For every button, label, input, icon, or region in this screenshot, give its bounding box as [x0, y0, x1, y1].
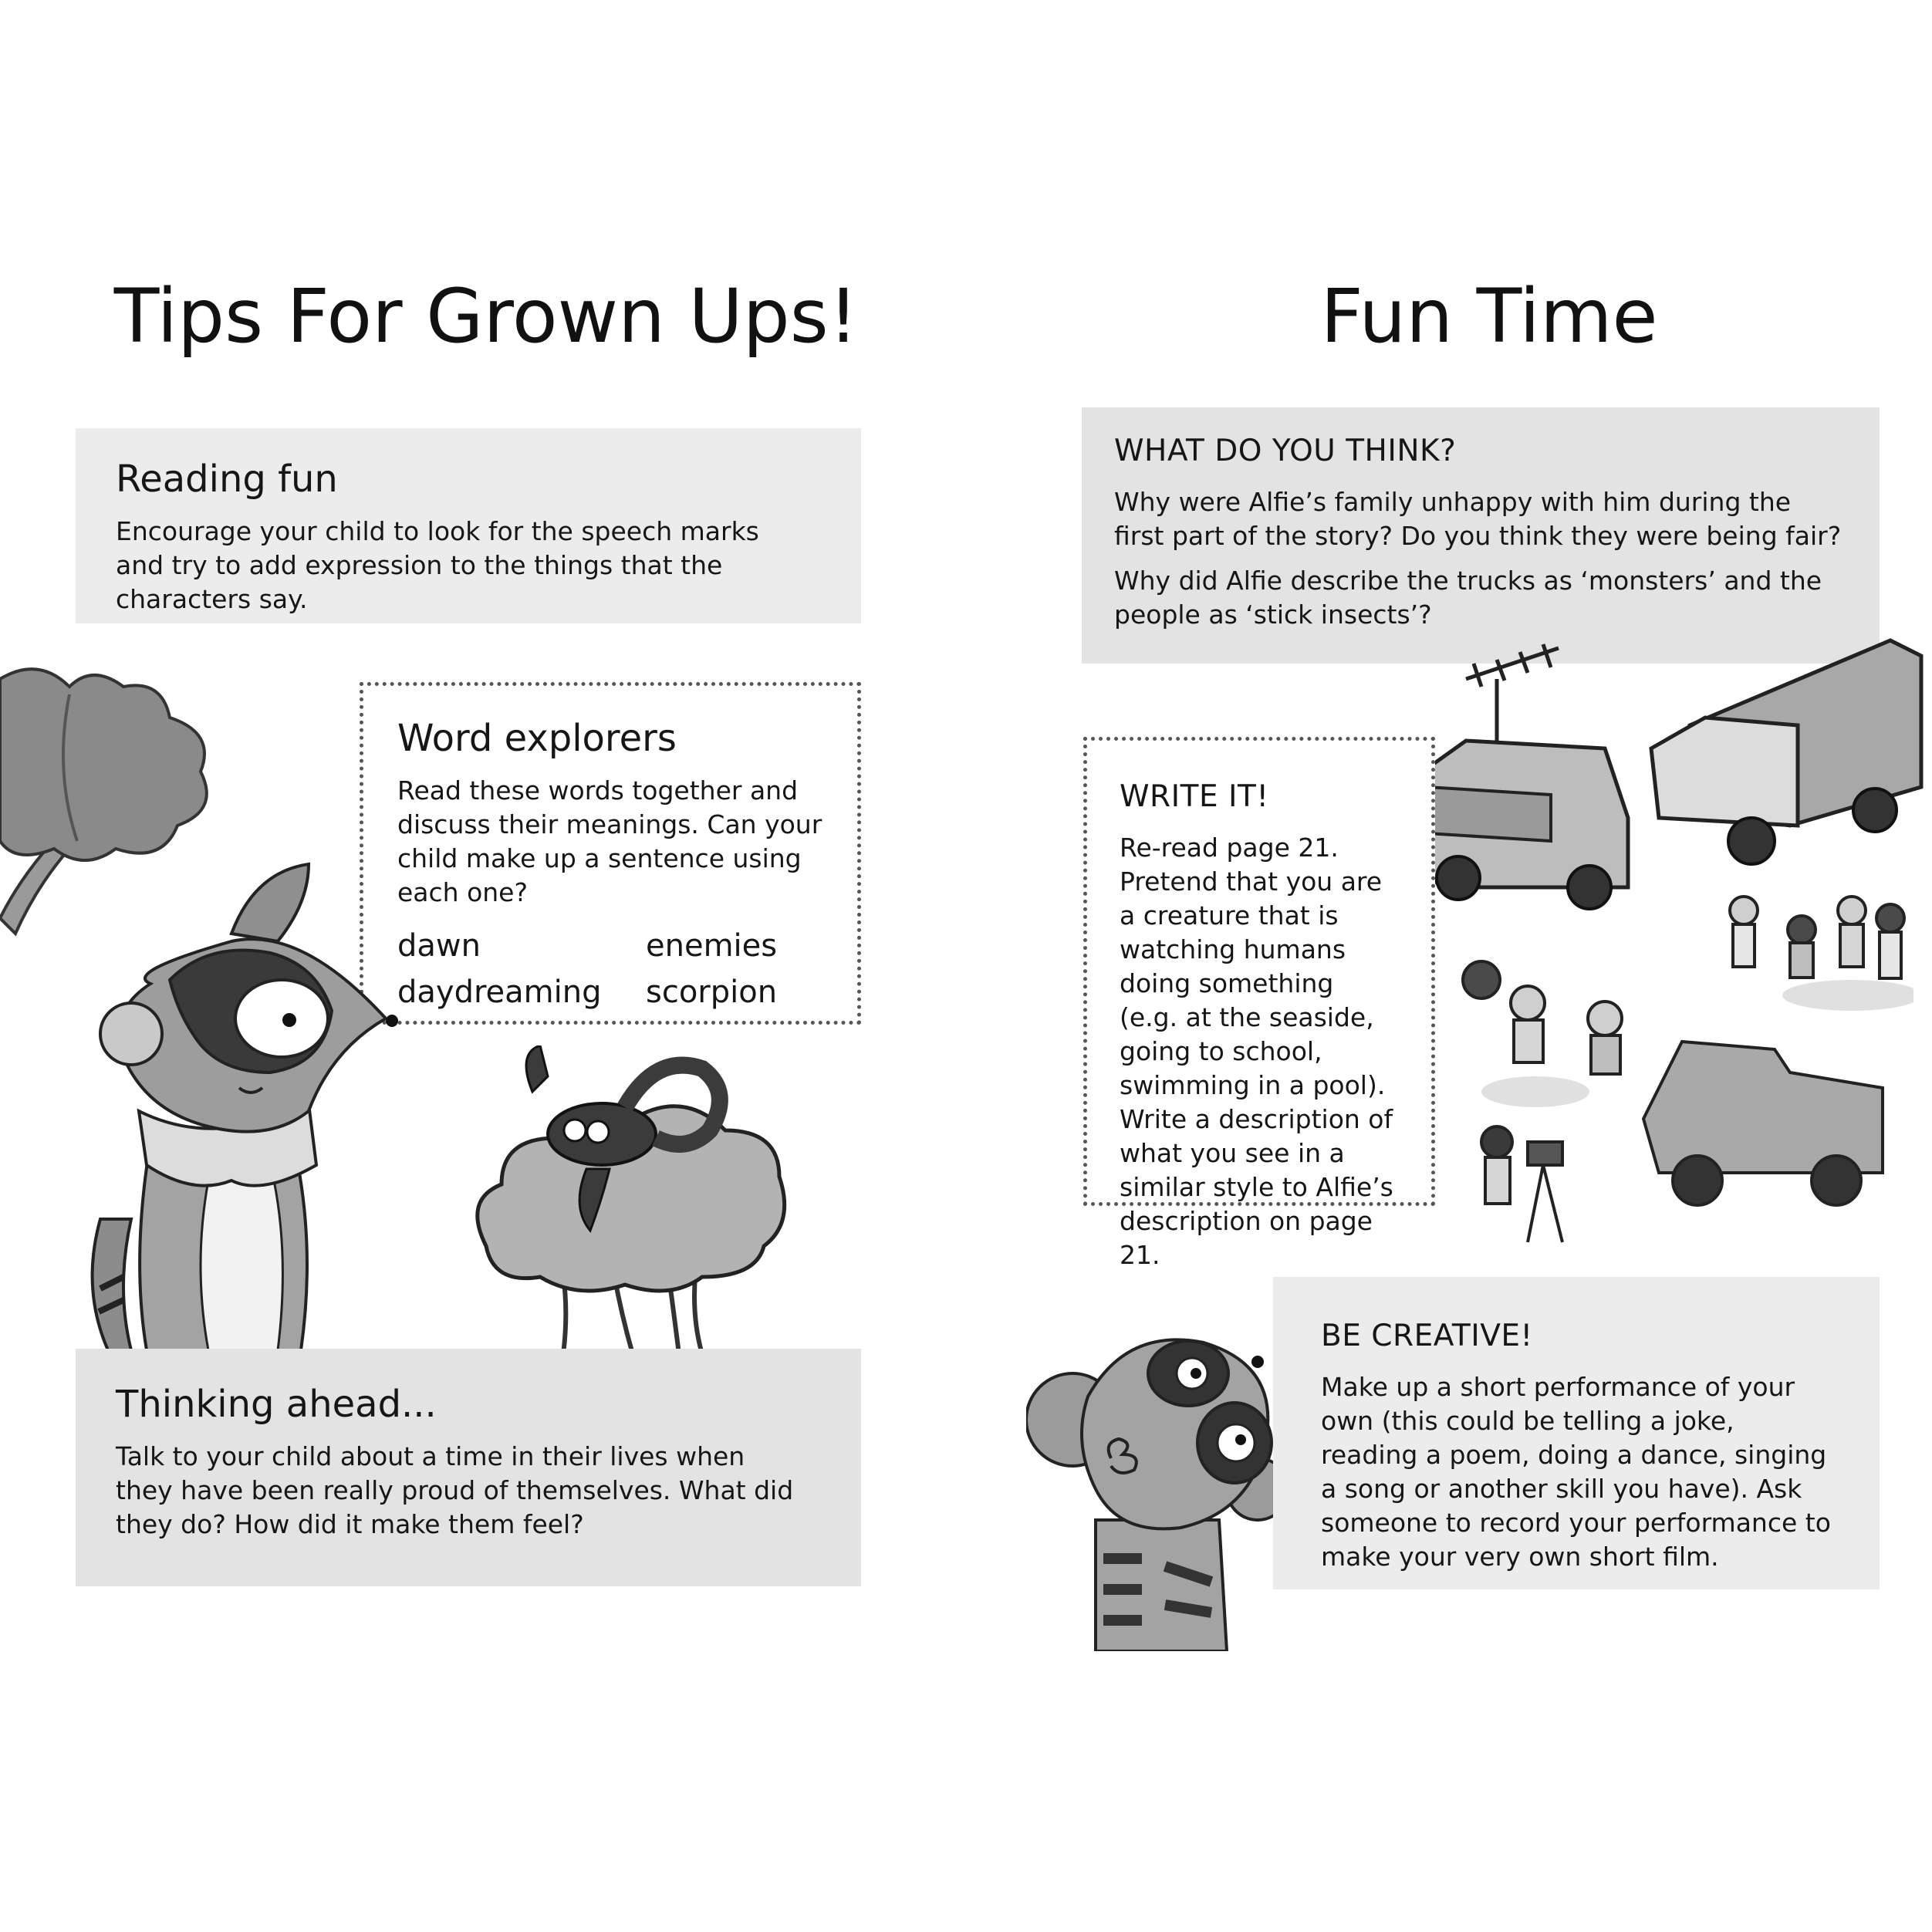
reading-fun-box	[76, 428, 861, 623]
what-do-you-think-box	[1082, 407, 1880, 664]
word-explorers-text: Read these words together and discuss their meanings. Can your child make up a sentence using each one?	[397, 775, 822, 907]
write-it-text: Re-read page 21. Pretend that you are a creature that is watching humans doing something (e.g. at the seaside, going to school, swimming in a pool). Write a description of what you see in a similar style to Alfie’s description on page 21.	[1120, 833, 1393, 1270]
write-it-box	[1083, 737, 1435, 1270]
word-item: daydreaming	[397, 974, 602, 1010]
thinking-ahead-heading: Thinking ahead...	[116, 1383, 437, 1426]
be-creative-box	[1273, 1277, 1880, 1589]
reading-fun-text: Encourage your child to look for the speech marks and try to add expression to the things that the characters say.	[116, 516, 759, 614]
word-list	[397, 927, 823, 1012]
meerkat-illustration	[77, 856, 417, 1350]
word-item: enemies	[646, 928, 778, 964]
film-crew-illustration	[1451, 887, 1913, 1250]
scorpion-illustration	[455, 1045, 795, 1354]
right-page-title: Fun Time	[1320, 273, 1658, 360]
word-explorers-heading: Word explorers	[397, 717, 677, 760]
be-creative-heading: BE CREATIVE!	[1321, 1319, 1533, 1353]
what-do-you-think-heading: WHAT DO YOU THINK?	[1114, 434, 1457, 468]
write-it-heading: WRITE IT!	[1120, 779, 1269, 814]
reading-fun-heading: Reading fun	[116, 458, 338, 501]
word-explorers-box	[360, 682, 861, 1025]
what-do-you-think-paragraph: Why did Alfie describe the trucks as ‘monsters’ and the people as ‘stick insects’?	[1114, 566, 1822, 630]
word-item: dawn	[397, 928, 481, 964]
be-creative-text: Make up a short performance of your own (this could be telling a joke, reading a poem, doing a dance, singing a song or another skill you have). Ask someone to record your performance to make your very own short film.	[1321, 1372, 1831, 1572]
left-page-title: Tips For Grown Ups!	[113, 273, 859, 360]
thinking-ahead-text: Talk to your child about a time in their lives when they have been really proud of themselves. What did they do? How did it make them feel?	[116, 1441, 794, 1539]
thinking-ahead-box	[76, 1349, 861, 1586]
meerkat-peeking-illustration	[1026, 1327, 1304, 1651]
word-item: scorpion	[646, 974, 778, 1010]
what-do-you-think-paragraph: Why were Alfie’s family unhappy with him during the first part of the story? Do you think they were being fair?	[1114, 487, 1842, 551]
